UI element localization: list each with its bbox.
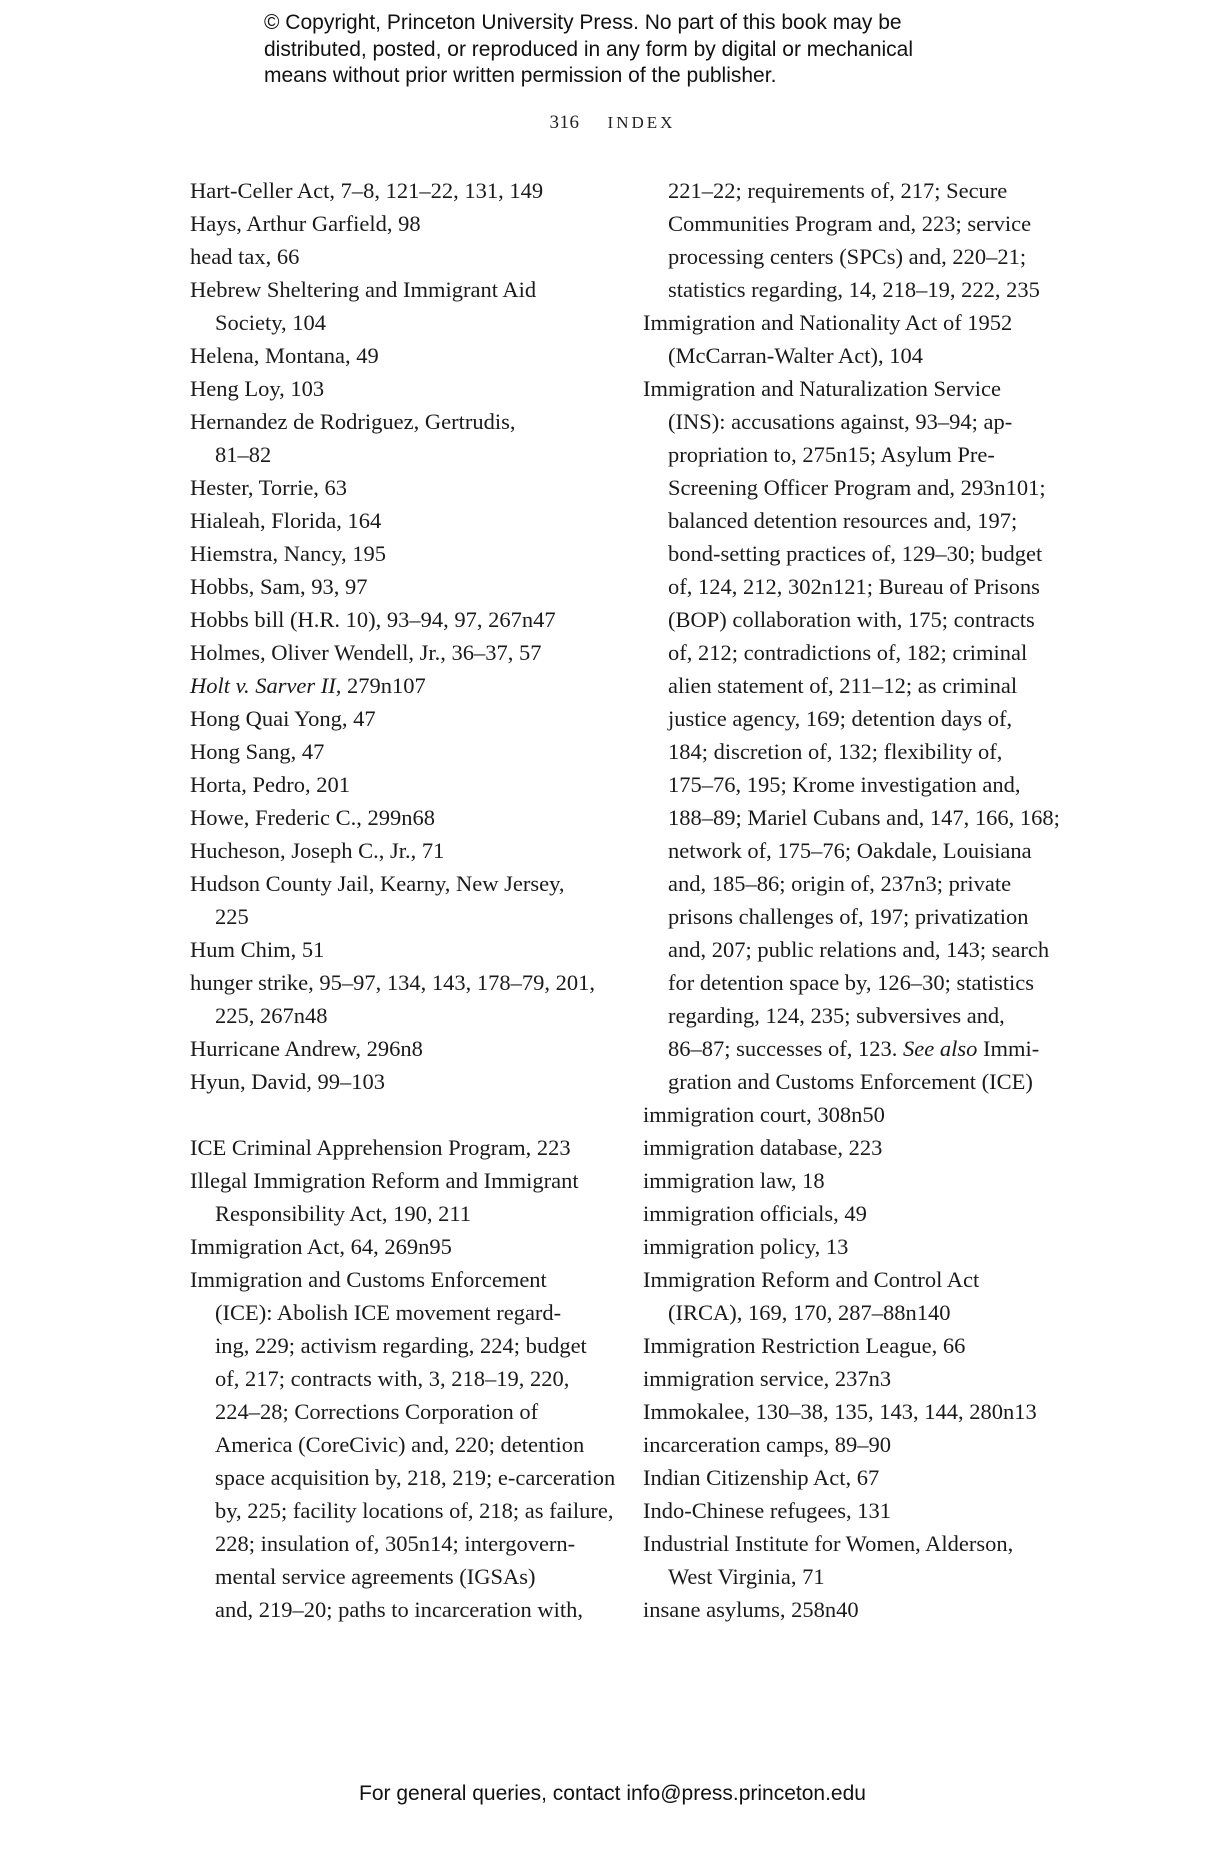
index-entry-continuation: prisons challenges of, 197; privatization [668, 904, 1029, 929]
index-entry-continuation: (INS): accusations against, 93–94; ap- [668, 409, 1013, 434]
index-entry-continuation [643, 1032, 1063, 1065]
section-title: INDEX [607, 113, 676, 132]
index-entry: Helena, Montana, 49 [190, 343, 379, 368]
index-entry-continuation: America (CoreCivic) and, 220; detention [215, 1432, 585, 1457]
index-entry: Hays, Arthur Garfield, 98 [190, 211, 421, 236]
index-entry-continuation: regarding, 124, 235; subversives and, [668, 1003, 1005, 1028]
index-entry-continuation: West Virginia, 71 [668, 1564, 825, 1589]
index-entry-continuation: 175–76, 195; Krome investigation and, [668, 772, 1021, 797]
index-entry-continuation: Responsibility Act, 190, 211 [215, 1201, 472, 1226]
index-entry-text: Immi- [977, 1036, 1040, 1061]
index-entry-continuation: bond-setting practices of, 129–30; budget [668, 541, 1043, 566]
index-entry: immigration policy, 13 [643, 1234, 849, 1259]
index-entry: Immigration and Nationality Act of 1952 [643, 310, 1013, 335]
index-entry-continuation: and, 219–20; paths to incarceration with, [215, 1597, 584, 1622]
index-entry: Hernandez de Rodriguez, Gertrudis, [190, 409, 516, 434]
index-entry-continuation: (ICE): Abolish ICE movement regard- [215, 1300, 562, 1325]
index-entry-continuation: Screening Officer Program and, 293n101; [668, 475, 1046, 500]
copyright-notice [264, 10, 1024, 90]
index-entry: Hiemstra, Nancy, 195 [190, 541, 386, 566]
index-cross-reference: See also [902, 1036, 978, 1061]
index-entry: immigration law, 18 [643, 1168, 825, 1193]
index-entry-continuation: 221–22; requirements of, 217; Secure [668, 178, 1008, 203]
index-entry-continuation: 228; insulation of, 305n14; intergovern- [215, 1531, 576, 1556]
index-entry-continuation: processing centers (SPCs) and, 220–21; [668, 244, 1027, 269]
index-entry: insane asylums, 258n40 [643, 1597, 859, 1622]
index-entry-continuation: (BOP) collaboration with, 175; contracts [668, 607, 1035, 632]
index-entry: Hucheson, Joseph C., Jr., 71 [190, 838, 445, 863]
index-entry: incarceration camps, 89–90 [643, 1432, 892, 1457]
index-entry-continuation: propriation to, 275n15; Asylum Pre- [668, 442, 995, 467]
index-entry-continuation: of, 217; contracts with, 3, 218–19, 220, [215, 1366, 570, 1391]
index-entry-continuation: alien statement of, 211–12; as criminal [668, 673, 1018, 698]
index-entry-continuation: Society, 104 [215, 310, 327, 335]
index-entry-continuation: of, 212; contradictions of, 182; criminal [668, 640, 1028, 665]
index-entry-continuation: 188–89; Mariel Cubans and, 147, 166, 168; [668, 805, 1060, 830]
index-entry-text: 279n107 [341, 673, 426, 698]
index-entry: immigration database, 223 [643, 1135, 883, 1160]
index-entry-continuation: 224–28; Corrections Corporation of [215, 1399, 539, 1424]
index-entry-continuation: mental service agreements (IGSAs) [215, 1564, 536, 1589]
index-entry: Immigration and Naturalization Service [643, 376, 1002, 401]
index-entry: Hurricane Andrew, 296n8 [190, 1036, 423, 1061]
index-entry: Hyun, David, 99–103 [190, 1069, 385, 1094]
index-entry-continuation: space acquisition by, 218, 219; e-carceration [215, 1465, 616, 1490]
index-entry-continuation: for detention space by, 126–30; statistics [668, 970, 1034, 995]
index-column-left [190, 174, 616, 1626]
index-entry: hunger strike, 95–97, 134, 143, 178–79, 201, [190, 970, 595, 995]
index-entry: Hobbs, Sam, 93, 97 [190, 574, 368, 599]
index-entry-continuation: by, 225; facility locations of, 218; as failure, [215, 1498, 614, 1523]
running-head [0, 112, 1225, 134]
index-entry-continuation: 81–82 [215, 442, 272, 467]
index-entry: Hebrew Sheltering and Immigrant Aid [190, 277, 537, 302]
index-entry-continuation: (McCarran-Walter Act), 104 [668, 343, 923, 368]
index-entry-continuation: balanced detention resources and, 197; [668, 508, 1018, 533]
index-entry: Immigration Restriction League, 66 [643, 1333, 966, 1358]
index-entry: Hart-Celler Act, 7–8, 121–22, 131, 149 [190, 178, 544, 203]
index-entry-continuation: and, 207; public relations and, 143; search [668, 937, 1050, 962]
copyright-line: © Copyright, Princeton University Press. No part of this book may be [264, 11, 902, 34]
index-entry-continuation: gration and Customs Enforcement (ICE) [668, 1069, 1033, 1094]
index-entry: Heng Loy, 103 [190, 376, 325, 401]
index-section-gap [190, 1098, 600, 1131]
index-entry: Hudson County Jail, Kearny, New Jersey, [190, 871, 565, 896]
footer-contact: For general queries, contact info@press.princeton.edu [359, 1782, 866, 1805]
index-column-right [643, 174, 1063, 1626]
index-entry-text: 86–87; successes of, 123. [668, 1036, 903, 1061]
index-entry-continuation: statistics regarding, 14, 218–19, 222, 235 [668, 277, 1040, 302]
index-entry-continuation: 225, 267n48 [215, 1003, 328, 1028]
index-entry: Indian Citizenship Act, 67 [643, 1465, 880, 1490]
page-number: 316 [549, 112, 580, 133]
index-entry: Hum Chim, 51 [190, 937, 325, 962]
index-entry: Hobbs bill (H.R. 10), 93–94, 97, 267n47 [190, 607, 556, 632]
index-entry: Hong Sang, 47 [190, 739, 325, 764]
index-entry: Immigration Reform and Control Act [643, 1267, 980, 1292]
copyright-line: distributed, posted, or reproduced in any form by digital or mechanical [264, 37, 914, 61]
index-entry: immigration court, 308n50 [643, 1102, 885, 1127]
index-entry: Hester, Torrie, 63 [190, 475, 348, 500]
index-entry: Illegal Immigration Reform and Immigrant [190, 1168, 579, 1193]
index-entry-continuation: of, 124, 212, 302n121; Bureau of Prisons [668, 574, 1040, 599]
index-entry: head tax, 66 [190, 244, 300, 269]
index-entry: Holmes, Oliver Wendell, Jr., 36–37, 57 [190, 640, 542, 665]
index-entry: Industrial Institute for Women, Alderson, [643, 1531, 1014, 1556]
index-entry-continuation: justice agency, 169; detention days of, [668, 706, 1013, 731]
index-entry-continuation: 225 [215, 904, 249, 929]
index-entry: Howe, Frederic C., 299n68 [190, 805, 435, 830]
copyright-line: means without prior written permission of the publisher. [264, 64, 777, 87]
index-entry-continuation: Communities Program and, 223; service [668, 211, 1032, 236]
index-entry: Hialeah, Florida, 164 [190, 508, 382, 533]
index-entry: immigration service, 237n3 [643, 1366, 892, 1391]
index-entry-continuation: and, 185–86; origin of, 237n3; private [668, 871, 1012, 896]
index-entry: Indo-Chinese refugees, 131 [643, 1498, 892, 1523]
index-entry: Immigration and Customs Enforcement [190, 1267, 547, 1292]
index-entry: Horta, Pedro, 201 [190, 772, 350, 797]
index-entry-case-name: Holt v. Sarver II, [190, 673, 342, 698]
index-entry-continuation: 184; discretion of, 132; flexibility of, [668, 739, 1003, 764]
index-entry-continuation: (IRCA), 169, 170, 287–88n140 [668, 1300, 951, 1325]
index-entry: Immigration Act, 64, 269n95 [190, 1234, 452, 1259]
index-entry [190, 669, 600, 702]
index-entry: ICE Criminal Apprehension Program, 223 [190, 1135, 571, 1160]
index-entry-continuation: network of, 175–76; Oakdale, Louisiana [668, 838, 1032, 863]
index-entry: immigration officials, 49 [643, 1201, 867, 1226]
index-entry: Hong Quai Yong, 47 [190, 706, 376, 731]
index-entry: Immokalee, 130–38, 135, 143, 144, 280n13 [643, 1399, 1037, 1424]
index-entry-continuation: ing, 229; activism regarding, 224; budget [215, 1333, 587, 1358]
